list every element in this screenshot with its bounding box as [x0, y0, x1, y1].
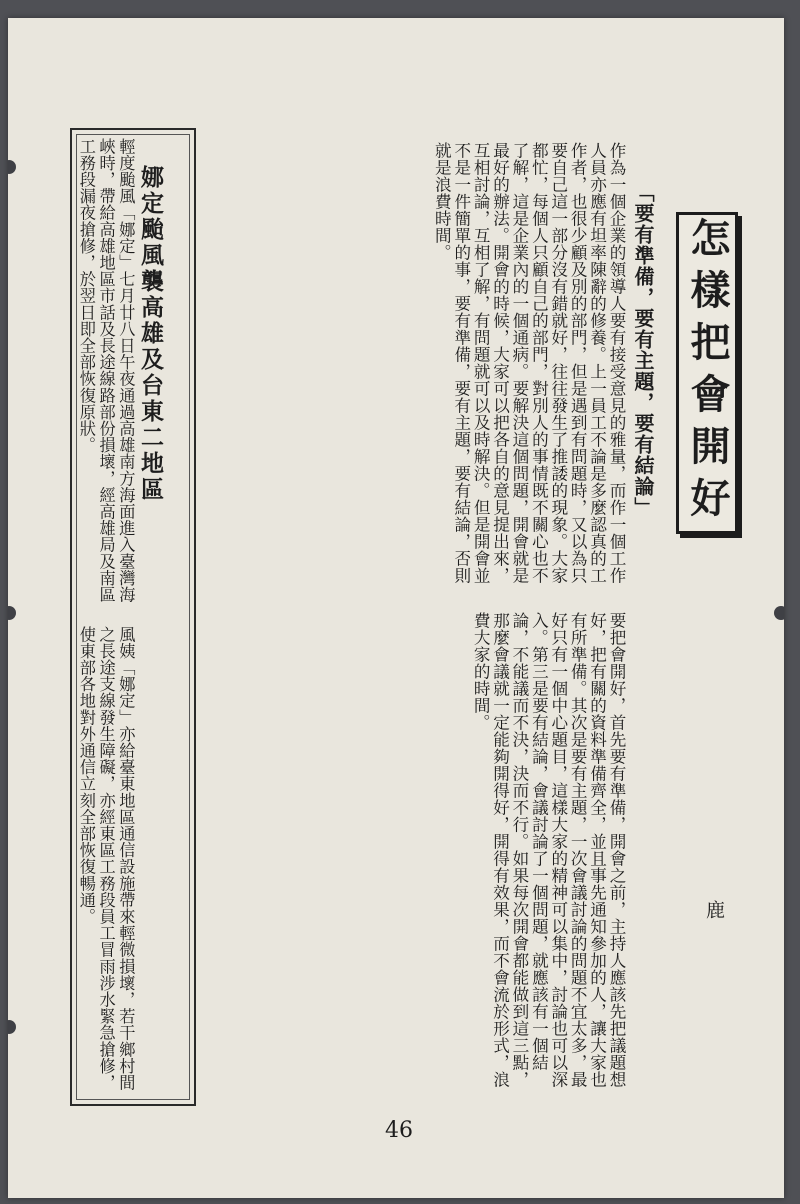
article-subtitle: 「要有準備，要有主題，要有結論」: [631, 182, 655, 518]
binding-hole: [8, 1020, 16, 1034]
article-title: 怎樣把會開好: [684, 217, 731, 529]
binding-hole: [8, 160, 16, 174]
binding-hole: [774, 606, 784, 620]
sidebar-title: 娜定颱風襲高雄及台東二地區: [137, 165, 164, 503]
sidebar-body-1: 輕度颱風「娜定」七月廿八日午夜通過高雄南方海面進入臺灣海峽時，帶給高雄地區市話及長途線路部份損壞，經高雄局及南區工務段漏夜搶修，於翌日即全部恢復原狀。: [76, 138, 136, 603]
binding-hole: [8, 606, 16, 620]
article-body-bottom: 要把會開好，首先要有準備，開會之前，主持人應該先把議題想好，把有關的資料準備齊全，並且事先通知參加的人，讓大家也有所準備。其次是要有主題，一次會議討論的問題不宜太多，最好只有一個中心題目，這樣大家的精神可以集中，討論也可以深入。第三是要有結論，會議討論了一個問題，就應該有一個結論，不能議而不決，決而不行。如果每次開會都能做到這三點，那麼會議就一定能夠開得好，開得有效果，而不會流於形式，浪費大家的時間。: [471, 612, 626, 1088]
article-title-box: [676, 212, 738, 534]
page-number: 46: [385, 1118, 413, 1143]
article-body-top: 作為一個企業的領導人要有接受意見的雅量，而作一個工作人員亦應有坦率陳辭的修養。上一員工不論是多麼認真的工作者，也很少顧及別的部門，但是遇到有問題時，又以為只要自己這一部分沒有錯就好，往往發生了推諉的現象。大家都忙，每個人只顧自己的部門，對別人的事情既不關心也不了解，這是企業內的一個通病。要解決這個問題，開會就是最好的辦法。開會的時候，大家可以把各自的意見提出來，互相討論，互相了解，有問題就可以及時解決。但是開會並不是一件簡單的事，要有準備，要有主題，要有結論，否則就是浪費時間。: [432, 142, 626, 584]
article-author: 鹿: [703, 900, 725, 919]
sidebar-body-2: 風姨「娜定」亦給臺東地區通信設施帶來輕微損壞，若干鄉村間之長途支線發生障礙，亦經東區工務段員工冒雨涉水緊急搶修，使東部各地對外通信立刻全部恢復暢通。: [76, 626, 136, 1091]
